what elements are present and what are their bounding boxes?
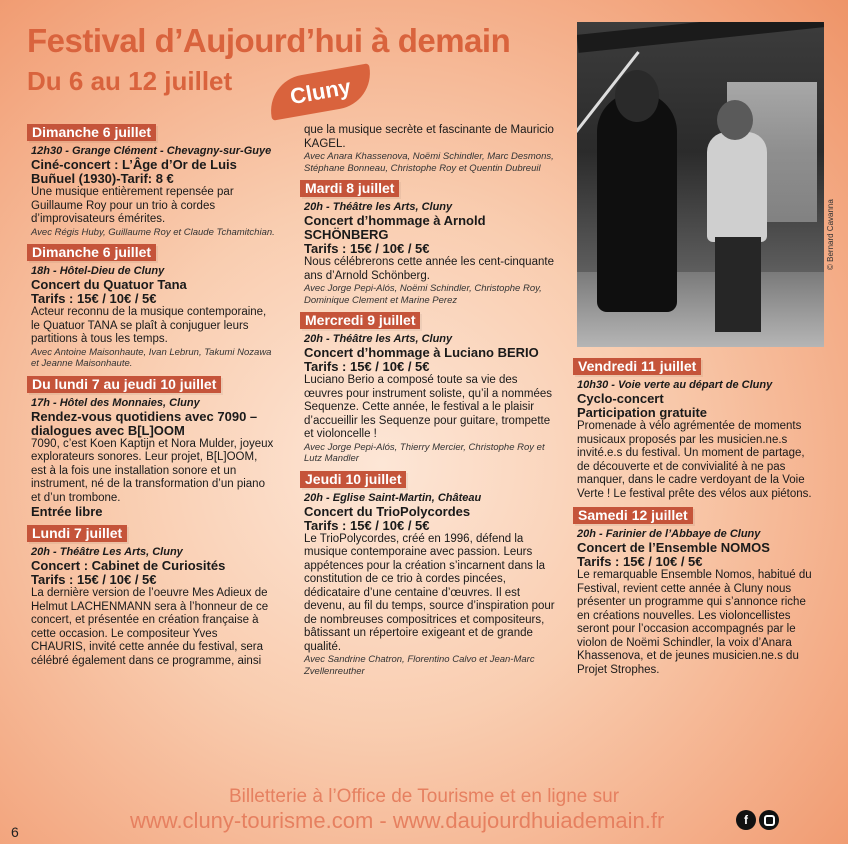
event-day-header: Mercredi 9 juillet	[300, 312, 420, 329]
event-saturday-nomos	[573, 507, 813, 677]
event-title: Concert : Cabinet de Curiosités	[31, 558, 226, 573]
event-place: 20h - Eglise Saint-Martin, Château	[304, 491, 482, 504]
event-price: Tarifs : 15€ / 10€ / 5€	[304, 241, 430, 256]
event-price: Tarifs : 15€ / 10€ / 5€	[31, 572, 157, 587]
event-place: 12h30 - Grange Clément - Chevagny-sur-Guye	[31, 145, 272, 157]
instagram-icon[interactable]	[759, 810, 779, 830]
event-description: La dernière version de l’oeuvre Mes Adieux de Helmut LACHENMANN sera à l’honneur de ce concert, et présentée en création française à cette occasion. Le compositeur Yves CHAURIS, invité cette année du festival, sera célébré également dans ce programme, ainsi	[31, 587, 269, 667]
event-day-header: Vendredi 11 juillet	[573, 358, 701, 375]
event-price: Tarifs : 15€ / 10€ / 5€	[304, 359, 430, 374]
event-tuesday-schonberg	[300, 180, 556, 306]
event-performers: Avec Jorge Pepi-Alós, Noëmi Schindler, Christophe Roy, Dominique Clement et Marine Perez	[304, 283, 542, 306]
page-number: 6	[11, 824, 19, 840]
event-title: Concert du TrioPolycordes	[304, 503, 471, 519]
event-description: Acteur reconnu de la musique contemporaine, le Quatuor TANA se plaît à conjuguer leurs partitions à tous les temps.	[31, 306, 267, 345]
event-description: Le remarquable Ensemble Nomos, habitué du Festival, revient cette année à Cluny nous présenter un programme qui s’annonce riche en créations nouvelles. Les violoncellistes seront pour l’occasion accompagnés par le violon de Noëmi Schindler, la voix d’Anara Khassenova, et de jeunes musicien.ne.s du Projet Strophes.	[577, 569, 812, 676]
event-day-header: Samedi 12 juillet	[573, 507, 693, 524]
event-place: 20h - Farinier de l’Abbaye de Cluny	[577, 528, 761, 540]
ticketing-info: Billetterie à l’Office de Tourisme et en ligne sur	[228, 786, 620, 807]
event-place: 17h - Hôtel des Monnaies, Cluny	[31, 396, 200, 409]
event-title: Rendez-vous quotidiens avec 7090 – dialogues avec B[L]OOM	[31, 408, 258, 438]
event-place: 20h - Théâtre les Arts, Cluny	[304, 333, 453, 345]
event-sunday-tana	[27, 244, 275, 370]
event-performers: Avec Antoine Maisonhaute, Ivan Lebrun, Takumi Nozawa et Jeanne Maisonhaute.	[31, 346, 272, 369]
event-wednesday-berio	[300, 312, 556, 465]
event-performers: Avec Régis Huby, Guillaume Roy et Claude Tchamitchian.	[31, 226, 275, 238]
event-day-header: Dimanche 6 juillet	[27, 244, 156, 261]
concert-photo	[577, 22, 824, 347]
website-links[interactable]: www.cluny-tourisme.com - www.daujourdhuiademain.fr	[130, 808, 665, 833]
event-title: Concert d’hommage à Luciano BERIO	[304, 345, 539, 360]
event-day-header: Du lundi 7 au jeudi 10 juillet	[27, 376, 221, 393]
event-description: Nous célébrerons cette année les cent-cinquante ans d’Arnold Schönberg.	[304, 256, 554, 282]
event-friday-cyclo	[573, 358, 813, 501]
facebook-icon[interactable]: f	[736, 810, 756, 830]
photo-beam	[577, 22, 824, 53]
event-day-header: Jeudi 10 juillet	[300, 471, 406, 488]
photo-figure-head	[717, 100, 753, 140]
event-description: 7090, c’est Koen Kaptijn et Nora Mulder, joyeux explorateurs sonores. Leur projet, B[L]OOM, est à la fois une installation sonore et un instrument, né de la transformation d’un piano et d’un trombone.	[31, 437, 274, 504]
event-title: Cyclo-concert	[577, 391, 664, 406]
event-title: Concert de l’Ensemble NOMOS	[577, 540, 770, 555]
column-3	[573, 358, 813, 683]
event-performers: Avec Jorge Pepi-Alós, Thierry Mercier, Christophe Roy et Lutz Mandler	[304, 441, 545, 464]
event-price: Tarifs : 15€ / 10€ / 5€	[577, 554, 703, 569]
event-performers: Avec Anara Khassenova, Noëmi Schindler, Marc Desmons, Stéphane Bonneau, Christophe Roy et Quentin Dubreuil	[304, 151, 554, 174]
photo-violinist-head	[615, 70, 659, 122]
event-day-header: Dimanche 6 juillet	[27, 124, 156, 141]
event-free-participation: Participation gratuite	[577, 405, 708, 420]
event-day-header: Lundi 7 juillet	[27, 525, 127, 542]
column-2	[300, 124, 556, 683]
event-title: Concert d’hommage à Arnold SCHÖNBERG	[304, 213, 486, 242]
event-description: que la musique secrète et fascinante de Mauricio KAGEL.	[304, 124, 554, 150]
city-leaf-badge: Cluny	[265, 63, 375, 121]
photo-credit: © Bernard Cavanna	[826, 199, 835, 270]
photo-figure-legs	[715, 237, 761, 332]
event-price: Tarifs : 15€ / 10€ / 5€	[31, 291, 157, 306]
event-description: Le TrioPolycordes, créé en 1996, défend la musique contemporaine avec passion. Leurs appétences pour la création s’incarnent dans la constitution de ce trio à cordes pincées, dédicataire d’une centaine d’œuvres. Il est devenu, au fil du temps, source d’inspiration pour de nombreuses compositrices et compositeurs, bâtissant un répertoire exigeant et de grande qualité.	[304, 532, 555, 653]
photo-figure-violinist	[597, 92, 677, 312]
event-place: 10h30 - Voie verte au départ de Cluny	[577, 379, 773, 391]
page-title: Festival d’Aujourd’hui à demain	[27, 22, 511, 59]
event-description: Une musique entièrement repensée par Guillaume Roy pour un trio à cordes d’improvisateurs émérites.	[31, 186, 234, 225]
event-monday-curiosites	[27, 525, 275, 668]
event-place: 18h - Hôtel-Dieu de Cluny	[31, 265, 165, 277]
event-place: 20h - Théâtre les Arts, Cluny	[304, 201, 453, 213]
event-performers: Avec Sandrine Chatron, Florentino Calvo et Jean-Marc Zvellenreuther	[304, 654, 535, 677]
event-thursday-triopolycordes	[300, 471, 556, 678]
column-1	[27, 124, 275, 674]
event-free-entry: Entrée libre	[31, 504, 103, 519]
event-sunday-cine	[27, 124, 275, 238]
photo-figure-listener	[707, 132, 767, 242]
event-title: Concert du Quatuor Tana	[31, 277, 187, 292]
event-description: Luciano Berio a composé toute sa vie des œuvres pour instrument soliste, qu’il a nommées Sequenze. Cette année, le festival a le plaisir d’accueillir les Sequenze pour guitare, trompette et violoncelle !	[304, 374, 552, 440]
event-price: Tarifs : 15€ / 10€ / 5€	[304, 517, 430, 533]
event-title: Ciné-concert : L’Âge d’Or de Luis Buñuel (1930)-Tarif: 8 €	[31, 157, 237, 186]
event-monday-continued	[300, 124, 556, 174]
festival-dates: Du 6 au 12 juillet	[27, 66, 233, 96]
event-day-header: Mardi 8 juillet	[300, 180, 399, 197]
event-place: 20h - Théâtre Les Arts, Cluny	[31, 546, 183, 558]
event-bloom	[27, 376, 275, 520]
event-description: Promenade à vélo agrémentée de moments musicaux proposés par les musicien.ne.s invité.e.s du festival. Un moment de partage, de découverte et de convivialité à ne pas manquer, dans le cadre verdoyant de la Voie Verte ! Le festival prête des vélos aux piétons.	[577, 420, 812, 500]
